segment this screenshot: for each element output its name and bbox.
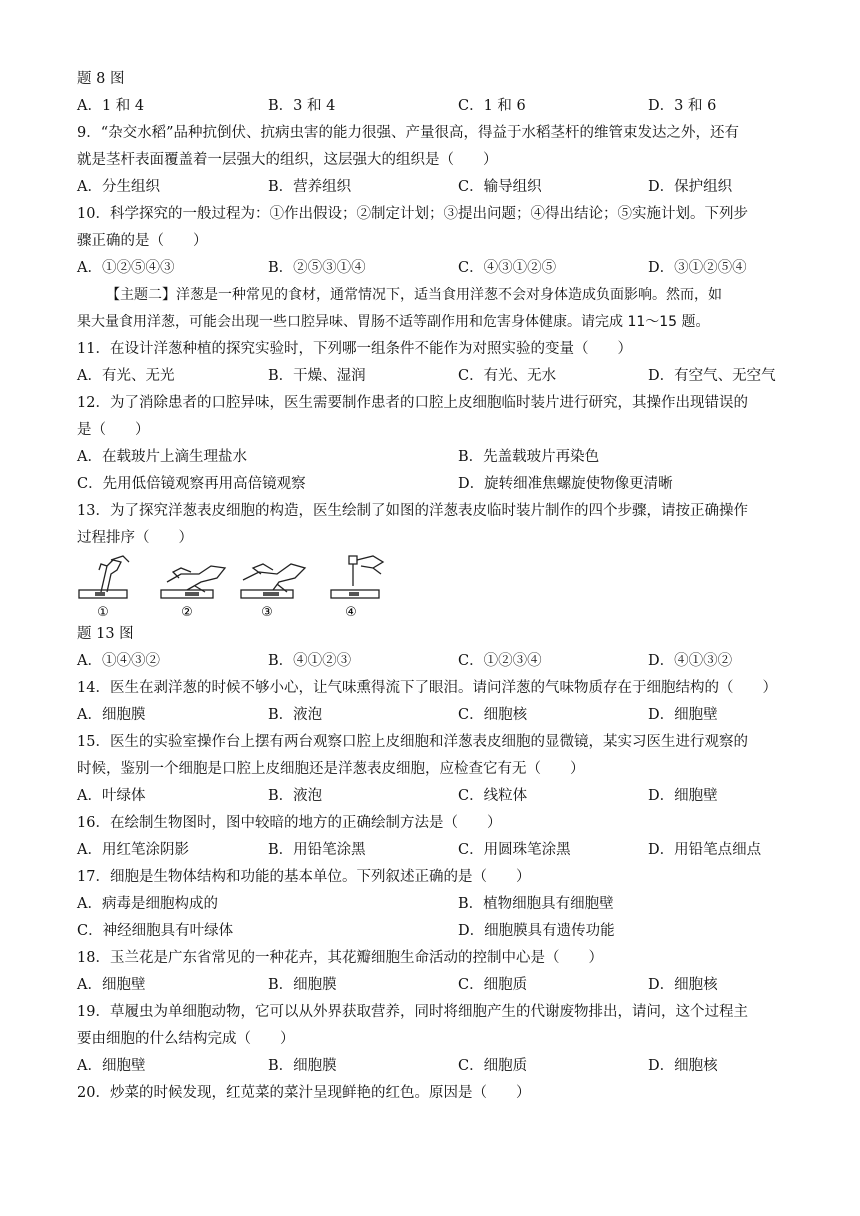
q10-option-a: A．①②⑤④③ (77, 260, 175, 276)
q14-option-b: B．液泡 (268, 707, 323, 723)
topic2-line1: 【主题二】洋葱是一种常见的食材，通常情况下，适当食用洋葱不会对身体造成负面影响。然而，如 (106, 287, 722, 303)
q13-figure (77, 552, 407, 622)
q20-stem: 20．炒菜的时候发现，红苋菜的菜汁呈现鲜艳的红色。原因是（ ） (77, 1085, 531, 1101)
step-3-label: ③ (261, 605, 273, 620)
q9-option-c: C．输导组织 (458, 179, 542, 195)
q9-option-b: B．营养组织 (268, 179, 352, 195)
step-4-label: ④ (345, 605, 357, 620)
step-2-label: ② (181, 605, 193, 620)
q10-option-c: C．④③①②⑤ (458, 260, 557, 276)
q12-option-b: B．先盖载玻片再染色 (458, 449, 600, 465)
q8-option-b: B．3 和 4 (268, 98, 336, 114)
q13-option-a: A．①④③② (77, 653, 160, 669)
q9-stem-line2: 就是茎杆表面覆盖着一层强大的组织，这层强大的组织是（ ） (77, 152, 498, 168)
q12-option-c: C．先用低倍镜观察再用高倍镜观察 (77, 476, 306, 492)
q18-option-b: B．细胞膜 (268, 977, 337, 993)
step-3-illustration (241, 564, 305, 598)
topic2-line2: 果大量食用洋葱，可能会出现一些口腔异味、胃肠不适等副作用和危害身体健康。请完成 11～15 题。 (77, 314, 710, 330)
q19-option-d: D．细胞核 (648, 1058, 718, 1074)
q13-option-d: D．④①③② (648, 653, 733, 669)
q15-stem-line1: 15．医生的实验室操作台上摆有两台观察口腔上皮细胞和洋葱表皮细胞的显微镜，某实习医生进行观察的 (77, 734, 748, 750)
q9-stem-line1: 9．“杂交水稻”品种抗倒伏、抗病虫害的能力很强、产量很高，得益于水稻茎杆的维管束发达之外，还有 (77, 125, 740, 141)
q12-stem-line1: 12．为了消除患者的口腔异味，医生需要制作患者的口腔上皮细胞临时装片进行研究，其操作出现错误的 (77, 395, 748, 411)
q14-option-a: A．细胞膜 (77, 707, 146, 723)
q18-option-a: A．细胞壁 (77, 977, 146, 993)
q17-option-c: C．神经细胞具有叶绿体 (77, 923, 234, 939)
step-2-illustration (161, 566, 225, 598)
q16-option-d: D．用铅笔点细点 (648, 842, 762, 858)
q13-option-b: B．④①②③ (268, 653, 352, 669)
q10-option-d: D．③①②⑤④ (648, 260, 747, 276)
q10-option-b: B．②⑤③①④ (268, 260, 366, 276)
q13-stem-line1: 13．为了探究洋葱表皮细胞的构造，医生绘制了如图的洋葱表皮临时装片制作的四个步骤，请按正确操作 (77, 503, 748, 519)
q15-option-c: C．线粒体 (458, 788, 528, 804)
q19-option-b: B．细胞膜 (268, 1058, 337, 1074)
q17-option-b: B．植物细胞具有细胞壁 (458, 896, 614, 912)
q11-option-b: B．干燥、湿润 (268, 368, 366, 384)
q18-option-c: C．细胞质 (458, 977, 528, 993)
q18-option-d: D．细胞核 (648, 977, 718, 993)
q14-option-d: D．细胞壁 (648, 707, 718, 723)
q19-stem-line2: 要由细胞的什么结构完成（ ） (77, 1031, 295, 1047)
q16-option-c: C．用圆珠笔涂黑 (458, 842, 571, 858)
q8-option-d: D．3 和 6 (648, 98, 717, 114)
q16-option-b: B．用铅笔涂黑 (268, 842, 366, 858)
q14-option-c: C．细胞核 (458, 707, 528, 723)
q17-option-d: D．细胞膜具有遗传功能 (458, 923, 615, 939)
q11-stem: 11．在设计洋葱种植的探究实验时，下列哪一组条件不能作为对照实验的变量（ ） (77, 341, 632, 357)
q19-option-a: A．细胞壁 (77, 1058, 146, 1074)
step-1-label: ① (97, 605, 109, 620)
q15-option-a: A．叶绿体 (77, 788, 146, 804)
q9-option-a: A．分生组织 (77, 179, 160, 195)
q10-stem-line1: 10．科学探究的一般过程为：①作出假设；②制定计划；③提出问题；④得出结论；⑤实施计划。下列步 (77, 206, 748, 222)
q19-option-c: C．细胞质 (458, 1058, 528, 1074)
q16-option-a: A．用红笔涂阴影 (77, 842, 189, 858)
q16-stem: 16．在绘制生物图时，图中较暗的地方的正确绘制方法是（ ） (77, 815, 502, 831)
q12-option-d: D．旋转细准焦螺旋使物像更清晰 (458, 476, 673, 492)
step-1-illustration (79, 556, 129, 598)
q17-stem: 17．细胞是生物体结构和功能的基本单位。下列叙述正确的是（ ） (77, 869, 531, 885)
q10-stem-line2: 骤正确的是（ ） (77, 233, 208, 249)
q11-option-c: C．有光、无水 (458, 368, 557, 384)
q18-stem: 18．玉兰花是广东省常见的一种花卉，其花瓣细胞生命活动的控制中心是（ ） (77, 950, 603, 966)
q19-stem-line1: 19．草履虫为单细胞动物，它可以从外界获取营养，同时将细胞产生的代谢废物排出，请问，这个过程主 (77, 1004, 748, 1020)
figure-8-caption: 题 8 图 (77, 71, 125, 87)
q13-option-c: C．①②③④ (458, 653, 542, 669)
step-4-illustration (331, 556, 383, 598)
q12-option-a: A．在载玻片上滴生理盐水 (77, 449, 247, 465)
q14-stem: 14．医生在剥洋葱的时候不够小心，让气味熏得流下了眼泪。请问洋葱的气味物质存在于细胞结构的（ ） (77, 680, 777, 696)
q11-option-a: A．有光、无光 (77, 368, 175, 384)
q11-option-d: D．有空气、无空气 (648, 368, 776, 384)
q12-stem-line2: 是（ ） (77, 422, 150, 438)
q15-stem-line2: 时候，鉴别一个细胞是口腔上皮细胞还是洋葱表皮细胞，应检查它有无（ ） (77, 761, 585, 777)
q13-stem-line2: 过程排序（ ） (77, 530, 193, 546)
figure-13-caption: 题 13 图 (77, 626, 134, 642)
q17-option-a: A．病毒是细胞构成的 (77, 896, 218, 912)
q15-option-b: B．液泡 (268, 788, 323, 804)
q9-option-d: D．保护组织 (648, 179, 733, 195)
q15-option-d: D．细胞壁 (648, 788, 718, 804)
q8-option-c: C．1 和 6 (458, 98, 526, 114)
q8-option-a: A．1 和 4 (77, 98, 145, 114)
